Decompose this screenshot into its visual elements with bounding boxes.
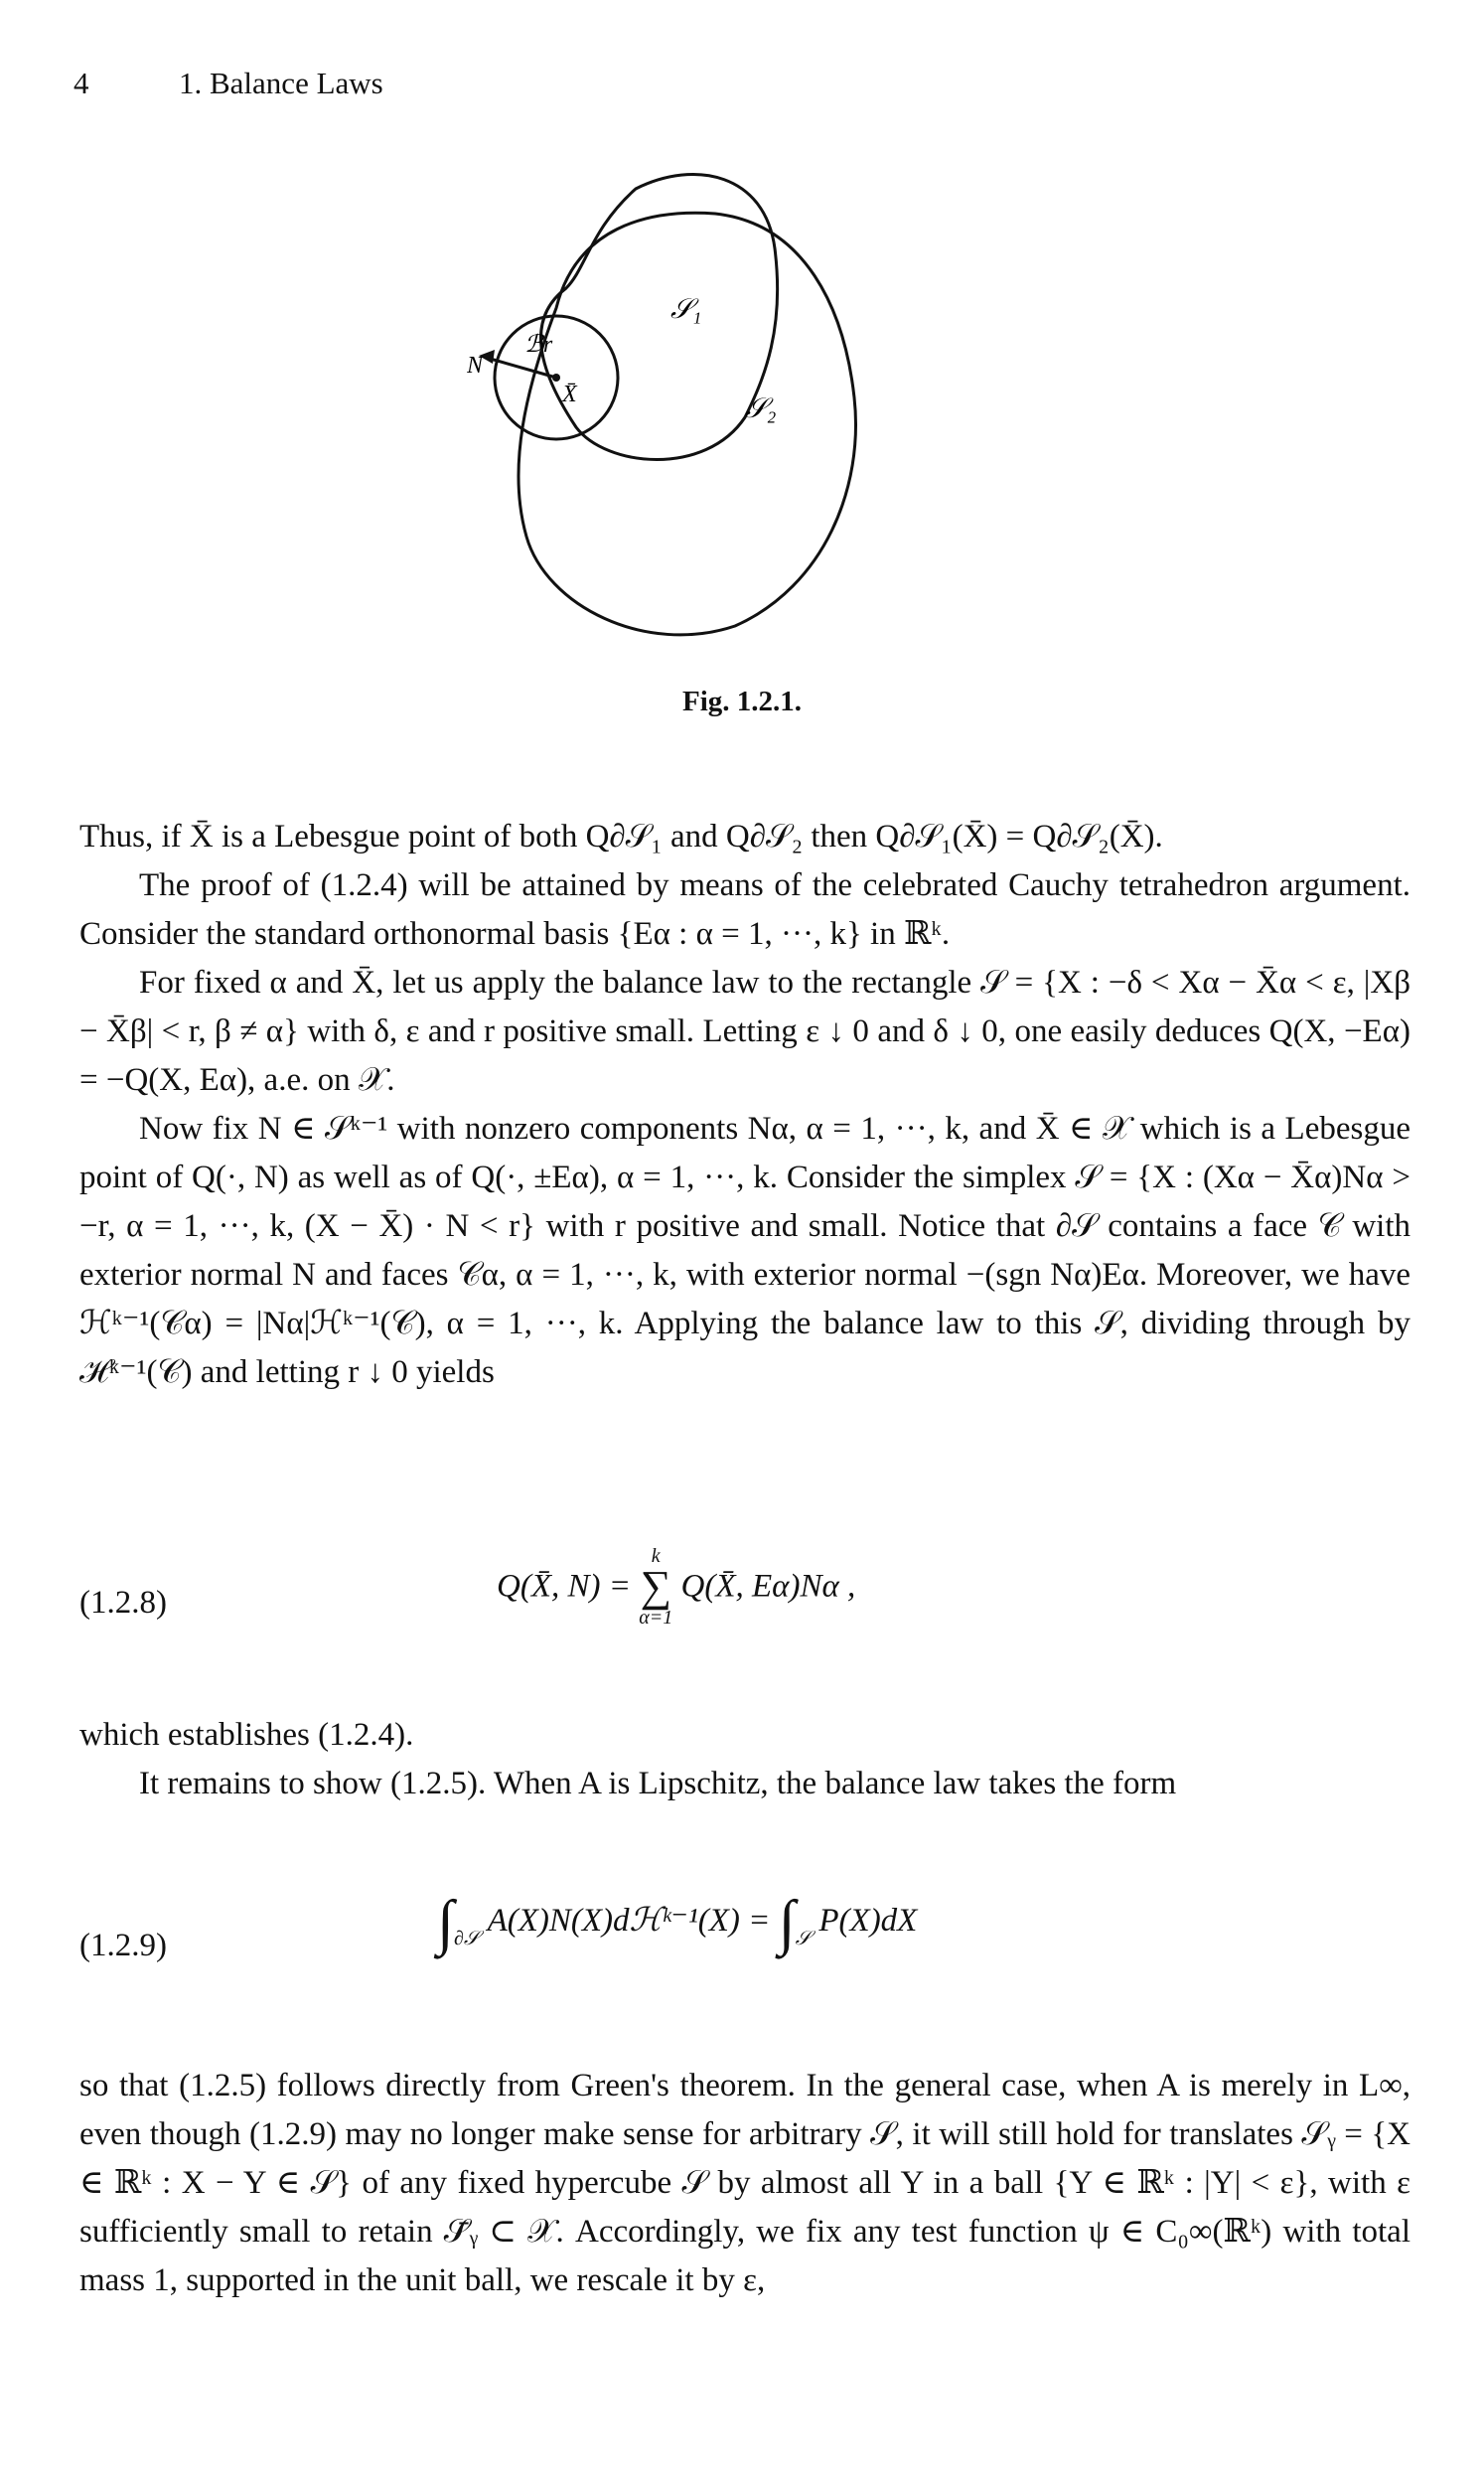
equation-1-2-8 bbox=[79, 1545, 1410, 1664]
paragraph-3: For fixed α and X̄, let us apply the balance law to the rectangle 𝒮 = {X : −δ < Xα − X̄α < ε, |Xβ − X̄β| < r, β ≠ α} with δ, ε and r positive small. Letting ε ↓ 0 and δ ↓ 0, one easily deduces Q(X, −Eα) = −Q(X, Eα), a.e. on 𝒳. bbox=[79, 965, 1410, 1098]
integral-icon: ∫ bbox=[778, 1889, 796, 1956]
equation-rhs: P(X)dX bbox=[818, 1903, 918, 1940]
paragraph-2: The proof of (1.2.4) will be attained by means of the celebrated Cauchy tetrahedron argument. Consider the standard orthonormal basis {Eα : α = 1, ···, k} in ℝᵏ. bbox=[79, 867, 1410, 952]
label-n: N bbox=[467, 353, 484, 379]
equation-number: (1.2.8) bbox=[79, 1585, 167, 1621]
paragraph-1: Thus, if X̄ is a Lebesgue point of both Q∂𝒮₁ and Q∂𝒮₂ then Q∂𝒮₁(X̄) = Q∂𝒮₂(X̄). bbox=[79, 819, 1163, 855]
equation-1-2-9 bbox=[79, 1888, 1410, 2007]
label-s1: 𝒮₁ bbox=[670, 294, 702, 325]
label-x-bar: X̄ bbox=[562, 382, 577, 407]
label-s2: 𝒮₂ bbox=[745, 393, 777, 424]
paragraph-7: so that (1.2.5) follows directly from Green's theorem. In the general case, when A is merely in L∞, even though (1.2.9) may no longer make sense for arbitrary 𝒮, it will still hold for translates 𝒮ᵧ = {X ∈ ℝᵏ : X − Y ∈ 𝒮} of any fixed hypercube 𝒮 by almost all Y in a ball {Y ∈ ℝᵏ : |Y| < ε}, with ε sufficiently small to retain 𝒮̄ᵧ ⊂ 𝒳. Accordingly, we fix any test function ψ ∈ C₀∞(ℝᵏ) with total mass 1, supported in the unit ball, we rescale it by ε, bbox=[79, 2068, 1410, 2298]
body-text-middle bbox=[79, 1711, 1410, 1808]
body-text-top bbox=[79, 813, 1410, 1397]
sum-lower: α=1 bbox=[639, 1607, 673, 1629]
summation bbox=[639, 1545, 672, 1629]
sigma-icon: ∑ bbox=[640, 1562, 671, 1611]
integral-domain-1: ∂𝒮 bbox=[453, 1928, 480, 1950]
equation-body bbox=[437, 1888, 917, 1958]
paragraph-6: It remains to show (1.2.5). When A is Lipschitz, the balance law takes the form bbox=[139, 1766, 1177, 1801]
page-number: 4 bbox=[74, 66, 89, 100]
integral-domain-2: 𝒮 bbox=[795, 1928, 812, 1950]
body-text-bottom bbox=[79, 2062, 1410, 2305]
equation-rhs: Q(X̄, Eα)Nα , bbox=[680, 1568, 856, 1605]
figure-caption: Fig. 1.2.1. bbox=[681, 686, 803, 717]
label-ball: ℬr bbox=[524, 332, 553, 358]
integral-icon: ∫ bbox=[437, 1889, 454, 1956]
paragraph-5: which establishes (1.2.4). bbox=[79, 1717, 414, 1753]
chapter-title: 1. Balance Laws bbox=[179, 66, 383, 100]
equation-number: (1.2.9) bbox=[79, 1928, 167, 1963]
equation-lhs: Q(X̄, N) = bbox=[497, 1568, 631, 1605]
point-x-bar bbox=[552, 374, 560, 382]
figure-1-2-1 bbox=[467, 169, 983, 725]
region-s2-outline bbox=[519, 213, 856, 635]
equation-middle: A(X)N(X)dℋᵏ⁻¹(X) = bbox=[487, 1903, 771, 1940]
paragraph-4: Now fix N ∈ 𝒮ᵏ⁻¹ with nonzero components Nα, α = 1, ···, k, and X̄ ∈ 𝒳 which is a Lebesgue point of Q(·, N) as well as of Q(·, ±Eα), α = 1, ···, k. Consider the simplex 𝒮 = {X : (Xα − X̄α)Nα > −r, α = 1, ···, k, (X − X̄) · N < r} with r positive and small. Notice that ∂𝒮 contains a face 𝒞 with exterior normal N and faces 𝒞α, α = 1, ···, k, with exterior normal −(sgn Nα)Eα. Moreover, we have ℋᵏ⁻¹(𝒞α) = |Nα|ℋᵏ⁻¹(𝒞), α = 1, ···, k. Applying the balance law to this 𝒮, dividing through by ℋᵏ⁻¹(𝒞) and letting r ↓ 0 yields bbox=[79, 1111, 1410, 1390]
equation-body bbox=[497, 1545, 855, 1629]
sum-upper: k bbox=[651, 1545, 661, 1567]
